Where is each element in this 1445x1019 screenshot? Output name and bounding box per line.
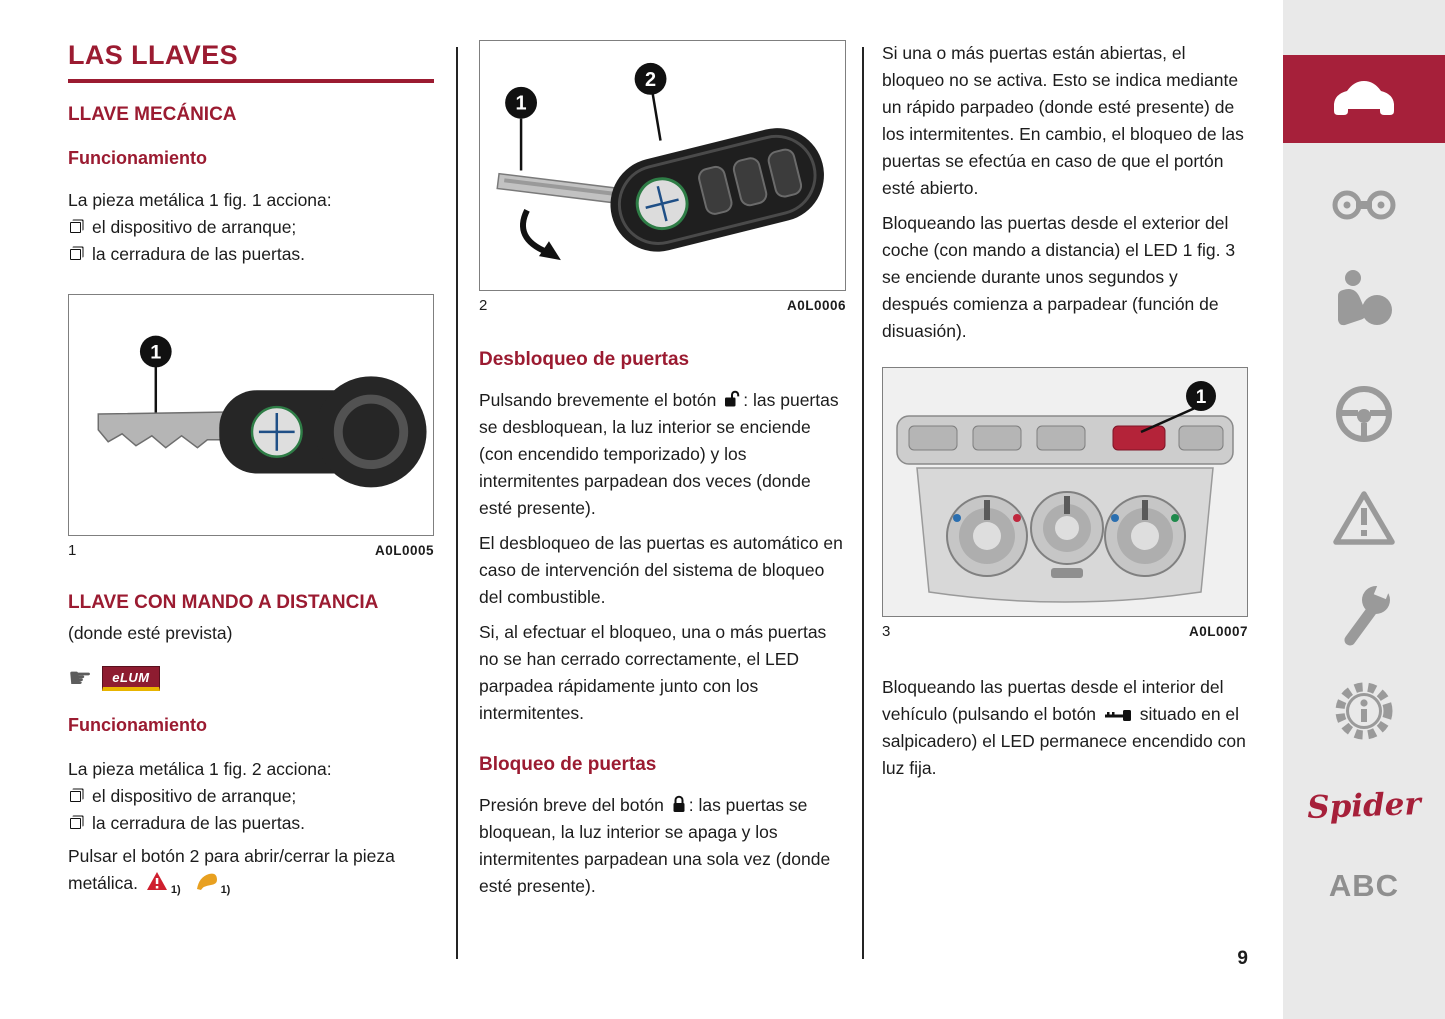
paragraph — [479, 387, 846, 522]
elum-badge: eLUM — [102, 666, 159, 691]
figure-3-caption — [882, 623, 1248, 640]
list-item — [68, 241, 434, 268]
column-2 — [479, 40, 846, 900]
steering-wheel-icon — [1283, 384, 1445, 444]
list-item-text: la cerradura de las puertas. — [92, 813, 306, 833]
safety-warning-icon — [146, 871, 168, 891]
elum-badge-row — [68, 665, 434, 691]
instrument-panel-icon — [1283, 188, 1445, 222]
paragraph: El desbloqueo de las puertas es automático en caso de intervención del sistema de bloqueo del combustible. — [479, 533, 843, 607]
square-bullet-icon — [70, 791, 81, 802]
paragraph: (donde esté prevista) — [68, 623, 233, 643]
square-bullet-icon — [70, 249, 81, 260]
figure-code: A0L0007 — [1188, 624, 1248, 639]
figure-code: A0L0006 — [786, 298, 846, 313]
paragraph: Si, al efectuar el bloqueo, una o más puertas no se han cerrado correctamente, el LED parpadea rápidamente junto con los intermitentes. — [479, 622, 827, 723]
remote-key-image — [480, 41, 845, 290]
car-icon — [1324, 76, 1404, 122]
figure-number: 2 — [479, 297, 488, 314]
paragraph: Bloqueando las puertas desde el exterior del coche (con mando a distancia) el LED 1 fig. 3 se enciende durante unos segundos y después comienza a parpadear (función de disuasión). — [882, 213, 1236, 341]
lock-padlock-icon — [672, 795, 686, 813]
maintenance-wrench-icon — [1283, 582, 1445, 646]
list-item-text: la cerradura de las puertas. — [92, 244, 306, 264]
heading-door-unlock: Desbloqueo de puertas — [479, 349, 690, 370]
tab-vehicle-active — [1283, 55, 1445, 143]
warning-reference: 1) — [220, 884, 231, 896]
section-heading-remote-key: LLAVE CON MANDO A DISTANCIA — [68, 592, 379, 613]
square-bullet-icon — [70, 222, 81, 233]
figure-2-caption — [479, 297, 846, 314]
figure-number: 3 — [882, 623, 891, 640]
subheading-funcionamiento-2: Funcionamiento — [68, 715, 207, 735]
figure-callout-1: 1 — [1195, 387, 1207, 408]
paragraph: La pieza metálica 1 fig. 2 acciona: — [68, 759, 332, 779]
paragraph — [882, 674, 1248, 782]
paragraph-text: Pulsando brevemente el botón — [479, 390, 717, 410]
list-item — [68, 214, 434, 241]
column-divider — [456, 47, 458, 959]
spider-brand-logo: Spider — [1306, 786, 1422, 826]
abc-index-label: ABC — [1328, 868, 1400, 903]
paragraph-text: : las puertas se desbloquean, la luz interior se enciende (con encendido temporizado) y los intermitentes parpadean dos veces (donde esté presente). — [479, 390, 839, 518]
technical-data-gear-icon — [1283, 678, 1445, 744]
climate-panel-image — [883, 368, 1247, 616]
column-1 — [68, 40, 434, 904]
section-tab-sidebar — [1283, 0, 1445, 1019]
airbag-safety-icon — [1283, 268, 1445, 330]
warning-triangle-icon — [1283, 490, 1445, 546]
page-number: 9 — [1237, 948, 1248, 969]
title-rule — [68, 79, 434, 83]
list-item — [68, 810, 434, 837]
column-divider — [862, 47, 864, 959]
column-3 — [882, 40, 1248, 782]
paragraph: La pieza metálica 1 fig. 1 acciona: — [68, 190, 332, 210]
paragraph-text: : las puertas se bloquean, la luz interior se apaga y los intermitentes parpadean una sola vez (donde esté presente). — [479, 795, 831, 896]
unlock-padlock-icon — [724, 390, 740, 408]
list-item-text: el dispositivo de arranque; — [92, 217, 297, 237]
paragraph-text: situado en el salpicadero) el LED permanece encendido con luz fija. — [882, 704, 1246, 778]
square-bullet-icon — [70, 818, 81, 829]
door-lock-key-button-icon — [1104, 709, 1132, 722]
vehicle-warning-icon — [195, 872, 218, 891]
mechanical-key-image — [69, 295, 433, 535]
figure-code: A0L0005 — [374, 543, 434, 558]
figure-1-mechanical-key — [68, 294, 434, 536]
list-item — [68, 783, 434, 810]
paragraph-text: Presión breve del botón — [479, 795, 664, 815]
figure-callout-1: 1 — [150, 341, 162, 364]
paragraph-text: Bloqueando las puertas desde el interior del vehículo (pulsando el botón — [882, 677, 1224, 724]
pointing-hand-icon: ☛ — [68, 663, 93, 693]
subheading-funcionamiento-1: Funcionamiento — [68, 148, 207, 168]
paragraph: Si una o más puertas están abiertas, el bloqueo no se activa. Esto se indica mediante un rápido parpadeo (donde esté presente) de los intermitentes. En cambio, el bloqueo de las puertas se efectúa en caso de que el portón esté abierto. — [882, 43, 1244, 198]
figure-2-remote-key — [479, 40, 846, 291]
heading-door-lock: Bloqueo de puertas — [479, 754, 657, 775]
paragraph-text: Pulsar el botón 2 para abrir/cerrar la pieza metálica. — [68, 846, 395, 893]
figure-3-dashboard-led — [882, 367, 1248, 617]
warning-reference: 1) — [170, 884, 181, 896]
figure-callout-2: 2 — [645, 68, 657, 91]
paragraph — [479, 792, 846, 900]
list-item-text: el dispositivo de arranque; — [92, 786, 297, 806]
figure-number: 1 — [68, 542, 77, 559]
page-title: LAS LLAVES — [68, 40, 239, 70]
figure-1-caption — [68, 542, 434, 559]
figure-callout-1: 1 — [515, 92, 527, 115]
section-heading-mechanical-key: LLAVE MECÁNICA — [68, 104, 237, 125]
paragraph-with-warnings — [68, 843, 434, 904]
